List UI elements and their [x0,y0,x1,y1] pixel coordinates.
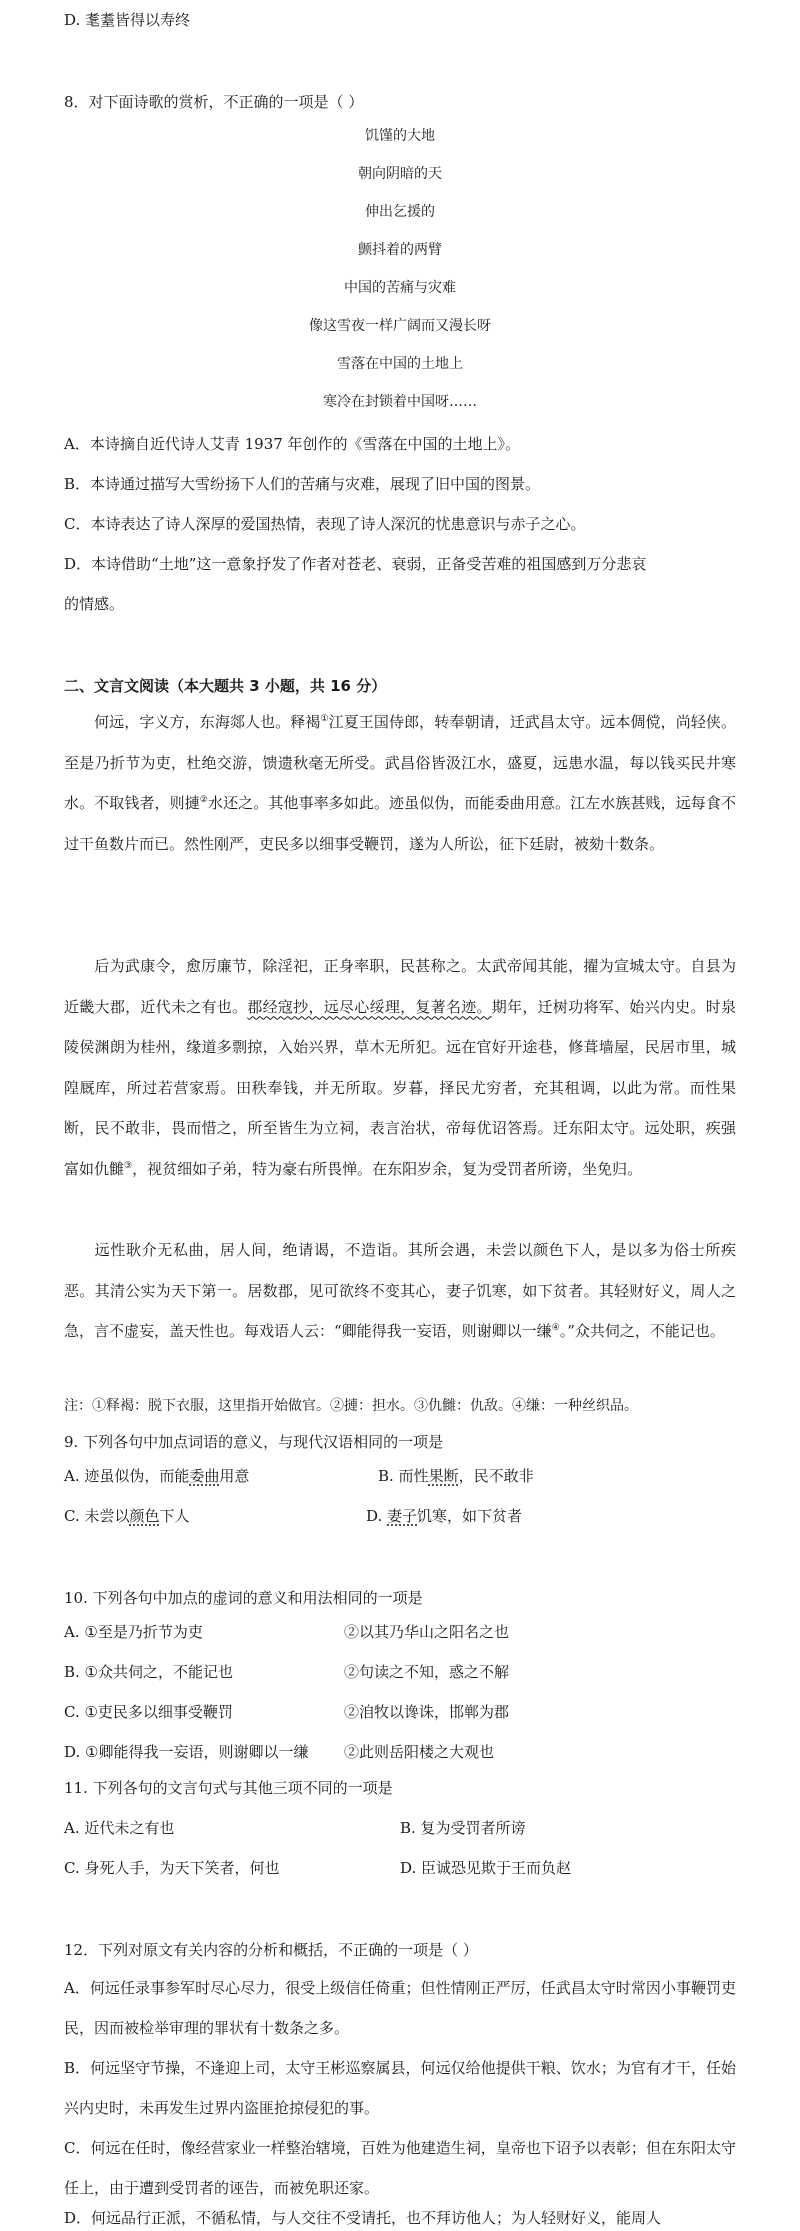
q8-option-d: D．本诗借助“土地”这一意象抒发了作者对苍老、衰弱，正备受苦难的祖国感到万分悲哀 [64,555,647,573]
dotted-word: 颜色 [129,1507,160,1525]
passage-paragraph-2: 后为武康令，愈厉廉节，除淫祀，正身率职，民甚称之。太武帝闻其能，擢为宣城太守。自县为近畿大郡，近代未之有也。郡经寇抄，远尽心绥理，复著名迹。期年，迁树功将军、始兴内史。时泉陵侯渊朗为桂州，缘道多剽掠，入始兴界，草木无所犯。远在官好开途巷，修葺墙屋，民居市里，城隍厩库，所过若营家焉。田秩奉钱，并无所取。岁暮，择民尤穷者，充其租调，以此为常。而性果断，民不敢非，畏而惜之，所至皆生为立祠，表言治状，帝每优诏答焉。迁东阳太守。远处职，疾强富如仇雠③，视贫细如子弟，特为豪右所畏惮。在东阳岁余，复为受罚者所谤，坐免归。 [64,957,736,1178]
q11-option-b: B. 复为受罚者所谤 [400,1819,526,1837]
q10-option-b-right: ②句读之不知，惑之不解 [344,1663,510,1681]
poem-line: 朝向阴暗的天 [358,166,442,182]
footnotes: 注：①释褐：脱下衣服，这里指开始做官。②摙：担水。③仇雠：仇敌。④缣：一种丝织品。 [64,1398,638,1414]
passage-paragraph-3: 远性耿介无私曲，居人间，绝请谒，不造诣。其所会遇，未尝以颜色下人，是以多为俗士所疾恶。其清公实为天下第一。居数郡，见可欲终不变其心，妻子饥寒，如下贫者。其轻财好义，周人之急，言不虚妄，盖天性也。每戏语人云：“卿能得我一妄语，则谢卿以一缣④。”众共伺之，不能记也。 [64,1241,736,1340]
q9-option-c: C. 未尝以颜色下人 [64,1507,190,1525]
dotted-word: 委曲 [189,1467,220,1485]
q8-option-c: C．本诗表达了诗人深厚的爱国热情，表现了诗人深沉的忧患意识与赤子之心。 [64,515,586,533]
q12-stem: 12．下列对原文有关内容的分析和概括，不正确的一项是（ ） [64,1941,478,1959]
poem-line: 中国的苦痛与灾难 [344,280,456,296]
q10-option-d-right: ②此则岳阳楼之大观也 [344,1743,495,1761]
q10-option-a-right: ②以其乃华山之阳名之也 [344,1623,510,1641]
footnote-marker: ③ [124,1160,133,1171]
dotted-word: 果断 [428,1467,459,1485]
q8-option-b: B．本诗通过描写大雪纷扬下人们的苦痛与灾难，展现了旧中国的图景。 [64,475,541,493]
q9-option-b: B. 而性果断，民不敢非 [378,1467,534,1485]
q10-option-c-right: ②洎牧以谗诛，邯郸为郡 [344,1703,510,1721]
q8-stem: 8．对下面诗歌的赏析，不正确的一项是（ ） [64,93,364,111]
q11-option-d: D. 臣诚恐见欺于王而负赵 [400,1859,572,1877]
q10-option-d-left: D. ①卿能得我一妄语，则谢卿以一缣 [64,1743,309,1761]
q11-stem: 11. 下列各句的文言句式与其他三项不同的一项是 [64,1779,393,1797]
passage-paragraph-1: 何远，字义方，东海郯人也。释褐①江夏王国侍郎，转奉朝请，迁武昌太守。远本倜傥，尚轻侠。至是乃折节为吏，杜绝交游，馈遗秋毫无所受。武昌俗皆汲江水，盛夏，远患水温，每以钱买民井寒水。不取钱者，则摙②水还之。其他事率多如此。迹虽似伪，而能委曲用意。江左水族甚贱，远每食不过干鱼数片而已。然性刚严，吏民多以细事受鞭罚，遂为人所讼，征下廷尉，被劾十数条。 [64,713,736,853]
poem-line: 颤抖着的两臂 [358,242,442,258]
section-heading: 二、文言文阅读（本大题共 3 小题，共 16 分） [64,677,387,695]
dotted-word: 妻子 [387,1507,418,1525]
poem-line: 伸出乞援的 [365,204,435,220]
q10-option-c-left: C. ①吏民多以细事受鞭罚 [64,1703,233,1721]
footnote-marker: ④ [551,1323,560,1333]
wavy-underlined-sentence: 郡经寇抄，远尽心绥理，复著名迹。 [247,997,492,1016]
q10-stem: 10. 下列各句中加点的虚词的意义和用法相同的一项是 [64,1589,423,1607]
q8-option-d-cont: 的情感。 [64,595,125,613]
poem-line: 雪落在中国的土地上 [337,356,463,372]
q8-option-a: A．本诗摘自近代诗人艾青 1937 年创作的《雪落在中国的土地上》。 [64,435,521,453]
q12-option-d: D．何远品行正派，不循私情，与人交往不受请托，也不拜访他人；为人轻财好义，能周人 [64,2209,662,2227]
q9-option-d: D. 妻子饥寒，如下贫者 [366,1507,523,1525]
footnote-marker: ① [320,714,329,724]
q9-stem: 9. 下列各句中加点词语的意义，与现代汉语相同的一项是 [64,1433,444,1451]
q12-option-a: A．何远任录事参军时尽心尽力，很受上级信任倚重；但性情刚正严厉，任武昌太守时常因小事鞭罚吏民，因而被检举审理的罪状有十数条之多。 [64,1979,736,2037]
q10-option-b-left: B. ①众共伺之，不能记也 [64,1663,234,1681]
poem-line: 寒冷在封锁着中国呀…… [323,394,477,410]
q11-option-c: C. 身死人手，为天下笑者，何也 [64,1859,280,1877]
poem-line: 饥馑的大地 [365,128,435,144]
q7-option-d: D. 耄耋皆得以寿终 [64,11,191,29]
q10-option-a-left: A. ①至是乃折节为吏 [64,1623,203,1641]
footnote-marker: ② [199,795,208,805]
poem-line: 像这雪夜一样广阔而又漫长呀 [309,318,491,334]
q9-option-a: A. 迹虽似伪，而能委曲用意 [64,1467,250,1485]
q12-option-b: B．何远坚守节操，不逢迎上司，太守王彬巡察属县，何远仅给他提供干粮、饮水；为官有才干，任始兴内史时，未再发生过界内盗匪抢掠侵犯的事。 [64,2059,736,2117]
q12-option-c: C．何远在任时，像经营家业一样整治辖境，百姓为他建造生祠，皇帝也下诏予以表彰；但在东阳太守任上，由于遭到受罚者的诬告，而被免职还家。 [64,2139,736,2197]
q11-option-a: A. 近代未之有也 [64,1819,175,1837]
